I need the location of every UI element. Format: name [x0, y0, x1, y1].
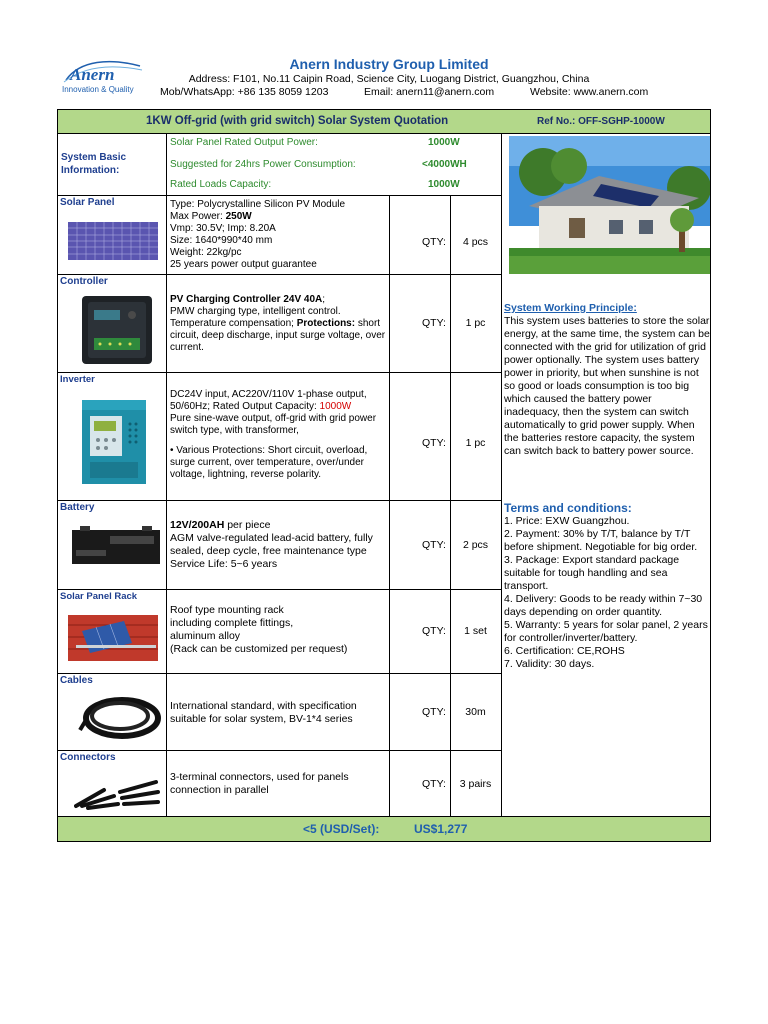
solar-panel-desc: Type: Polycrystalline Silicon PV Module Max Power: 250W Vmp: 30.5V; Imp: 8.20A Size: 1640*990*40 mm Weight: 22kg/pc 25 years power output guarantee	[170, 199, 346, 270]
principle-title[interactable]: System Working Principle:	[504, 302, 637, 314]
inverter-image	[76, 398, 152, 486]
qty-label: QTY:	[422, 778, 446, 790]
quote-title: 1KW Off-grid (with grid switch) Solar System Quotation	[146, 115, 449, 127]
qty-controller: 1 pc	[465, 317, 486, 329]
terms-item: 3. Package: Export standard package suitable for tough handling and sea transport.	[504, 554, 680, 592]
item-name-cables: Cables	[60, 675, 93, 686]
terms-item: 7. Validity: 30 days.	[504, 658, 595, 670]
qty-inverter: 1 pc	[465, 437, 486, 449]
connectors-desc: 3-terminal connectors, used for panels connection in parallel	[170, 771, 349, 796]
item-name-battery: Battery	[60, 502, 95, 513]
company-name: Anern Industry Group Limited	[289, 56, 489, 72]
item-name-controller: Controller	[60, 276, 108, 287]
cable-image	[78, 690, 162, 742]
logo-text: Anern	[70, 65, 115, 84]
house-photo	[509, 136, 710, 274]
inverter-desc: DC24V input, AC220V/110V 1-phase output, 50/60Hz; Rated Output Capacity: 1000W Pure sine-wave output, off-grid with grid power switch type, with transformer, • Various Protections: Short circuit, overload, surge current, over temperature, over/under voltage, lightning, reverse polarity.	[170, 389, 377, 480]
qty-solar-panel: 4 pcs	[462, 236, 489, 248]
terms-title: Terms and conditions:	[504, 501, 632, 515]
basic-value-loads: 1000W	[428, 179, 460, 190]
basic-label-loads: Rated Loads Capacity:	[170, 179, 272, 190]
qty-label: QTY:	[422, 437, 446, 449]
item-name-rack: Solar Panel Rack	[60, 591, 138, 602]
item-name-connectors: Connectors	[60, 752, 116, 763]
price-value: US$1,277	[414, 822, 468, 836]
terms-item: 5. Warranty: 5 years for solar panel, 2 years for controller/inverter/battery.	[504, 619, 708, 644]
ref-number: Ref No.: OFF-SGHP-1000W	[537, 116, 665, 127]
item-name-solar-panel: Solar Panel	[60, 197, 115, 208]
email-text: Email: anern11@anern.com	[364, 86, 495, 98]
rack-desc: Roof type mounting rack including complete fittings, aluminum alloy (Rack can be customized per request)	[170, 604, 348, 655]
qty-label: QTY:	[422, 236, 446, 248]
battery-image	[70, 524, 162, 566]
basic-label-consumption: Suggested for 24hrs Power Consumption:	[170, 159, 356, 170]
basic-value-power: 1000W	[428, 137, 460, 148]
terms-item: 6. Certification: CE,ROHS	[504, 645, 625, 657]
terms-item: 2. Payment: 30% by T/T, balance by T/T before shipment. Negotiable for big order.	[504, 528, 698, 553]
battery-desc: 12V/200AH per piece AGM valve-regulated lead-acid battery, fully sealed, deep cycle, free maintenance type Service Life: 5~6 years	[170, 519, 373, 570]
phone-text: Mob/WhatsApp: +86 135 8059 1203	[160, 86, 329, 98]
qty-label: QTY:	[422, 625, 446, 637]
company-address: Address: F101, No.11 Caipin Road, Science City, Luogang District, Guangzhou, China	[188, 73, 590, 85]
qty-label: QTY:	[422, 539, 446, 551]
rack-image	[68, 615, 158, 661]
quotation-table	[57, 109, 711, 842]
price-bar	[58, 817, 710, 841]
basic-info-label: System Basic Information:	[61, 152, 127, 176]
working-principle	[504, 302, 710, 458]
price-label: <5 (USD/Set):	[303, 822, 380, 836]
terms-section	[504, 502, 710, 671]
qty-cables: 30m	[465, 706, 486, 718]
cables-desc: International standard, with specification suitable for solar system, BV-1*4 series	[170, 700, 357, 725]
qty-battery: 2 pcs	[462, 539, 489, 551]
qty-rack: 1 set	[464, 625, 487, 637]
qty-label: QTY:	[422, 706, 446, 718]
logo-tagline: Innovation & Quality	[62, 85, 134, 94]
website-text: Website: www.anern.com	[530, 86, 649, 98]
controller-desc: PV Charging Controller 24V 40A; PMW charging type, intelligent control. Temperature compensation; Protections: short circuit, deep discharge, input surge voltage, over current.	[170, 294, 386, 353]
qty-label: QTY:	[422, 317, 446, 329]
connectors-image	[74, 772, 160, 812]
basic-label-power: Solar Panel Rated Output Power:	[170, 137, 318, 148]
controller-image	[80, 294, 154, 366]
solar-panel-image	[68, 222, 158, 260]
basic-value-consumption: <4000WH	[422, 159, 467, 170]
terms-item: 1. Price: EXW Guangzhou.	[504, 515, 630, 527]
terms-item: 4. Delivery: Goods to be ready within 7~30 days depending on order quantity.	[504, 593, 703, 618]
item-name-inverter: Inverter	[60, 374, 95, 385]
principle-text: This system uses batteries to store the solar energy, at the same time, the system can be connected with the grid for utilization of grid power optionally. The system uses battery power in priority, but when sunshine is not so good or loads consumption is too big which caused the battery power inadequacy, then the system can switch automatically to grid power supply. When the batteries restore capacity, the system can switch back to battery power source.	[504, 315, 710, 457]
qty-connectors: 3 pairs	[459, 778, 492, 790]
